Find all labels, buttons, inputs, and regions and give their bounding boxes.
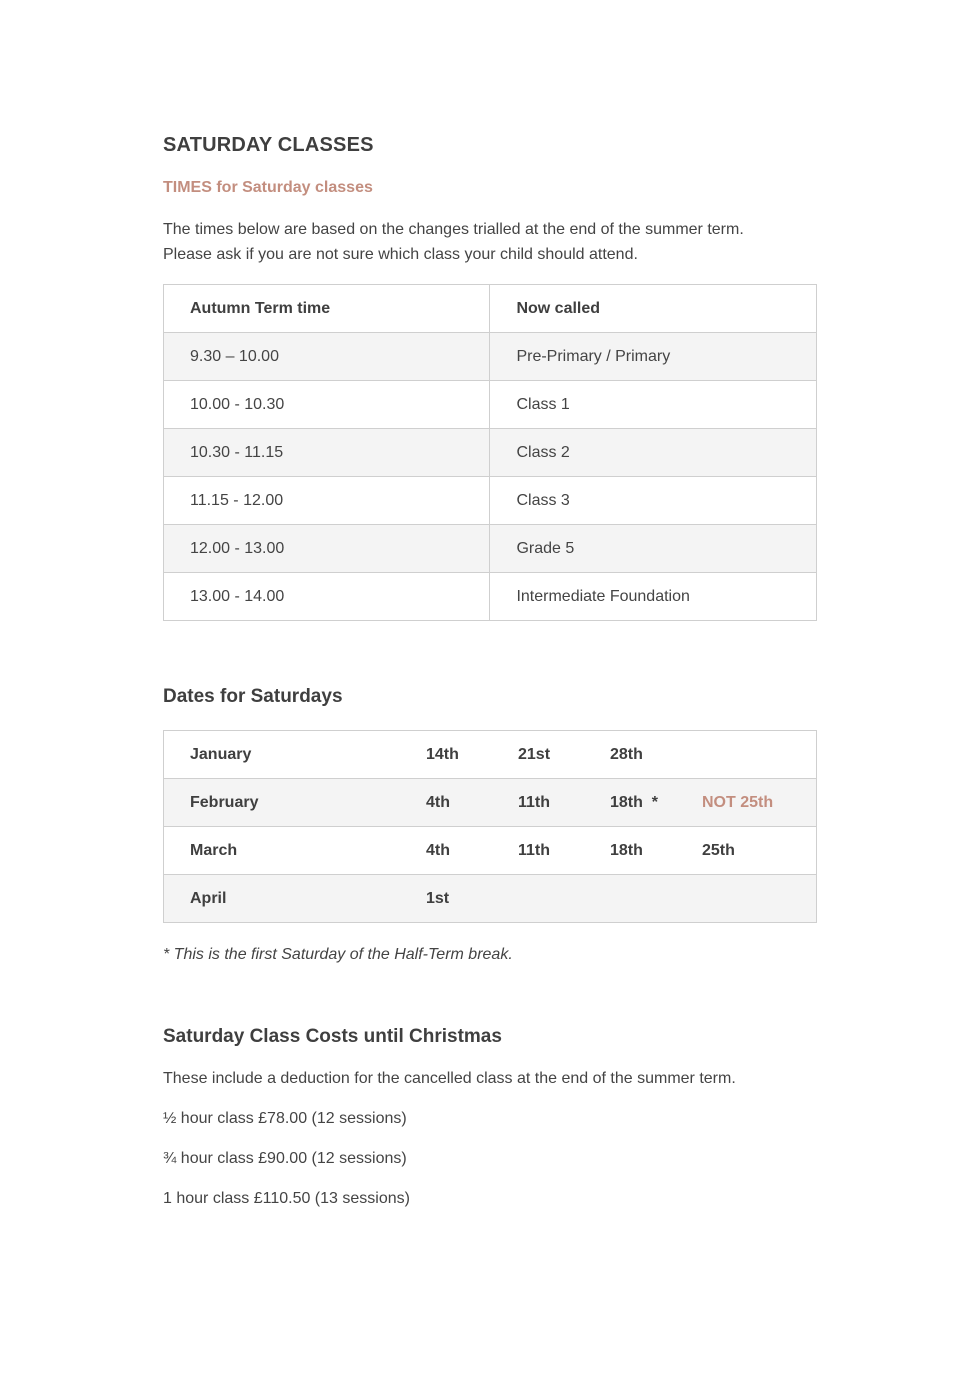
times-table-header bbox=[164, 285, 817, 333]
times-subtitle: TIMES for Saturday classes bbox=[163, 179, 373, 196]
time-cell: 9.30 – 10.00 bbox=[164, 333, 490, 381]
half-term-footnote: * This is the first Saturday of the Half-Term break. bbox=[163, 946, 513, 963]
date-cell: 4th bbox=[426, 827, 518, 875]
cost-three-quarter-hour: ¾ hour class £90.00 (12 sessions) bbox=[163, 1150, 407, 1167]
time-cell: 13.00 - 14.00 bbox=[164, 573, 490, 621]
dates-title: Dates for Saturdays bbox=[163, 686, 343, 707]
header-now-called: Now called bbox=[490, 285, 817, 333]
month-cell: January bbox=[164, 731, 427, 779]
costs-title: Saturday Class Costs until Christmas bbox=[163, 1026, 502, 1047]
class-cell: Class 3 bbox=[490, 477, 817, 525]
header-autumn-term-time: Autumn Term time bbox=[164, 285, 490, 333]
date-cell: 1st bbox=[426, 875, 518, 923]
date-cell: 28th bbox=[610, 731, 702, 779]
month-cell: February bbox=[164, 779, 427, 827]
costs-intro: These include a deduction for the cancelled class at the end of the summer term. bbox=[163, 1070, 736, 1087]
class-cell: Grade 5 bbox=[490, 525, 817, 573]
date-cell: 25th bbox=[702, 827, 817, 875]
table-row bbox=[164, 333, 817, 381]
table-row bbox=[164, 827, 817, 875]
cost-one-hour: 1 hour class £110.50 (13 sessions) bbox=[163, 1190, 410, 1207]
table-row bbox=[164, 573, 817, 621]
time-cell: 10.30 - 11.15 bbox=[164, 429, 490, 477]
date-cell bbox=[702, 731, 817, 779]
cost-half-hour: ½ hour class £78.00 (12 sessions) bbox=[163, 1110, 407, 1127]
table-row bbox=[164, 477, 817, 525]
date-cell: 18th * bbox=[610, 779, 702, 827]
date-cell: 11th bbox=[518, 779, 610, 827]
class-cell: Pre-Primary / Primary bbox=[490, 333, 817, 381]
time-cell: 12.00 - 13.00 bbox=[164, 525, 490, 573]
date-cell bbox=[518, 875, 610, 923]
date-cell: 21st bbox=[518, 731, 610, 779]
not-date-note: NOT 25th bbox=[702, 779, 817, 827]
date-cell bbox=[610, 875, 702, 923]
table-row bbox=[164, 875, 817, 923]
date-cell: 4th bbox=[426, 779, 518, 827]
intro-line-1: The times below are based on the changes trialled at the end of the summer term. bbox=[163, 221, 744, 238]
date-cell: 18th bbox=[610, 827, 702, 875]
time-cell: 11.15 - 12.00 bbox=[164, 477, 490, 525]
class-cell: Class 2 bbox=[490, 429, 817, 477]
class-cell: Class 1 bbox=[490, 381, 817, 429]
time-cell: 10.00 - 10.30 bbox=[164, 381, 490, 429]
date-cell: 14th bbox=[426, 731, 518, 779]
date-cell: 11th bbox=[518, 827, 610, 875]
table-row bbox=[164, 731, 817, 779]
table-row bbox=[164, 525, 817, 573]
page-title: SATURDAY CLASSES bbox=[163, 134, 374, 156]
table-row bbox=[164, 381, 817, 429]
month-cell: April bbox=[164, 875, 427, 923]
intro-paragraph bbox=[163, 217, 823, 267]
times-table bbox=[163, 284, 817, 621]
dates-table bbox=[163, 730, 817, 923]
month-cell: March bbox=[164, 827, 427, 875]
table-row bbox=[164, 779, 817, 827]
intro-line-2: Please ask if you are not sure which class your child should attend. bbox=[163, 246, 638, 263]
date-cell bbox=[702, 875, 817, 923]
class-cell: Intermediate Foundation bbox=[490, 573, 817, 621]
table-row bbox=[164, 429, 817, 477]
